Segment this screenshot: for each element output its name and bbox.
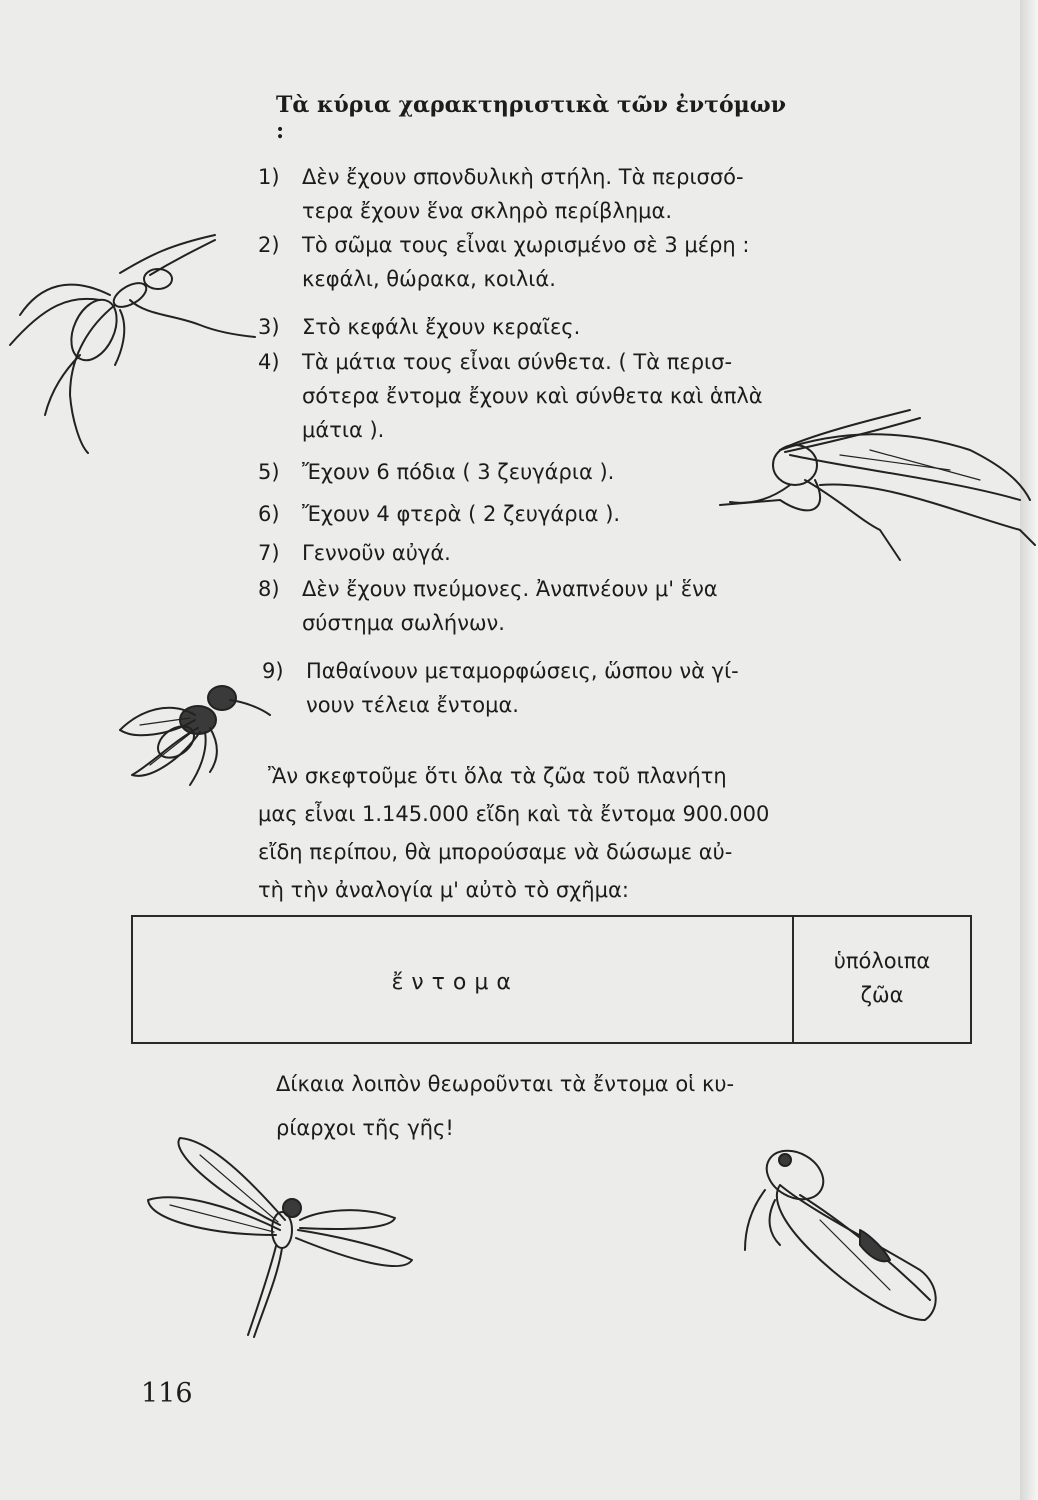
characteristic-number: 4) [258,350,280,374]
characteristic-text [302,228,749,296]
characteristic-number: 2) [258,233,280,257]
ratio-paragraph-line: εἴδη περίπου, θὰ μπορούσαμε νὰ δώσωμε αὐ- [258,840,733,864]
ratio-divider [792,915,794,1044]
characteristic-text [302,310,580,344]
grasshopper-illustration [720,410,1038,580]
characteristic-line: τερα ἔχουν ἕνα σκληρὸ περίβλημα. [302,199,673,223]
characteristic-text [302,572,718,640]
page-title: Τὰ κύρια χαρακτηριστικὰ τῶν ἐντόμων : [276,92,786,144]
characteristic-number: 9) [262,659,284,683]
characteristic-number: 6) [258,502,280,526]
conclusion-line: Δίκαια λοιπὸν θεωροῦνται τὰ ἔντομα οἱ κυ- [276,1072,735,1096]
characteristic-number: 8) [258,577,280,601]
characteristic-number: 1) [258,165,280,189]
characteristic-line: Ἔχουν 6 πόδια ( 3 ζευγάρια ). [302,460,615,484]
characteristic-line: μάτια ). [302,418,385,442]
characteristic-line: Γεννοῦν αὐγά. [302,541,451,565]
conclusion-line: ρίαρχοι τῆς γῆς! [276,1116,454,1140]
characteristic-text [302,455,614,489]
other-animals-line-2: ζῶα [860,983,904,1007]
characteristic-line: σύστημα σωλήνων. [302,611,505,635]
ratio-paragraph-line: τὴ τὴν ἀναλογία μ' αὐτὸ τὸ σχῆμα: [258,878,629,902]
characteristic-line: νουν τέλεια ἔντομα. [306,693,519,717]
characteristic-line: Δὲν ἔχουν πνεύμονες. Ἀναπνέουν μ' ἕνα [302,577,718,601]
characteristic-line: Δὲν ἔχουν σπονδυλικὴ στήλη. Τὰ περισσό- [302,165,744,189]
dragonfly-illustration [140,1130,420,1340]
ant-illustration [0,215,260,455]
ratio-paragraph-line: μας εἶναι 1.145.000 εἴδη καὶ τὰ ἔντομα 900.000 [258,802,770,826]
characteristic-text [302,536,451,570]
characteristic-text [302,345,763,447]
characteristic-line: Στὸ κεφάλι ἔχουν κεραῖες. [302,315,581,339]
characteristic-line: σότερα ἔντομα ἔχουν καὶ σύνθετα καὶ ἁπλὰ [302,384,763,408]
characteristic-line: Τὰ μάτια τους εἶναι σύνθετα. ( Τὰ περισ- [302,350,733,374]
characteristic-line: Τὸ σῶμα τους εἶναι χωρισμένο σὲ 3 μέρη : [302,233,750,257]
characteristic-line: κεφάλι, θώρακα, κοιλιά. [302,267,556,291]
insects-cell-label: ἔντομα [391,970,519,995]
characteristic-line: Παθαίνουν μεταμορφώσεις, ὥσπου νὰ γί- [306,659,739,683]
other-animals-cell-label [802,944,962,1012]
characteristic-text [302,497,620,531]
page-edge [1020,0,1038,1500]
page-number: 116 [141,1378,193,1409]
characteristic-text [302,160,744,228]
other-animals-line-1: ὑπόλοιπα [833,949,931,973]
characteristic-number: 3) [258,315,280,339]
fly-illustration [110,660,280,790]
ratio-paragraph-line: Ἂν σκεφτοῦμε ὅτι ὅλα τὰ ζῶα τοῦ πλανήτη [268,764,727,788]
characteristic-text [306,654,739,722]
characteristic-line: Ἔχουν 4 φτερὰ ( 2 ζευγάρια ). [302,502,621,526]
cicada-illustration [740,1140,970,1330]
characteristic-number: 5) [258,460,280,484]
characteristic-number: 7) [258,541,280,565]
